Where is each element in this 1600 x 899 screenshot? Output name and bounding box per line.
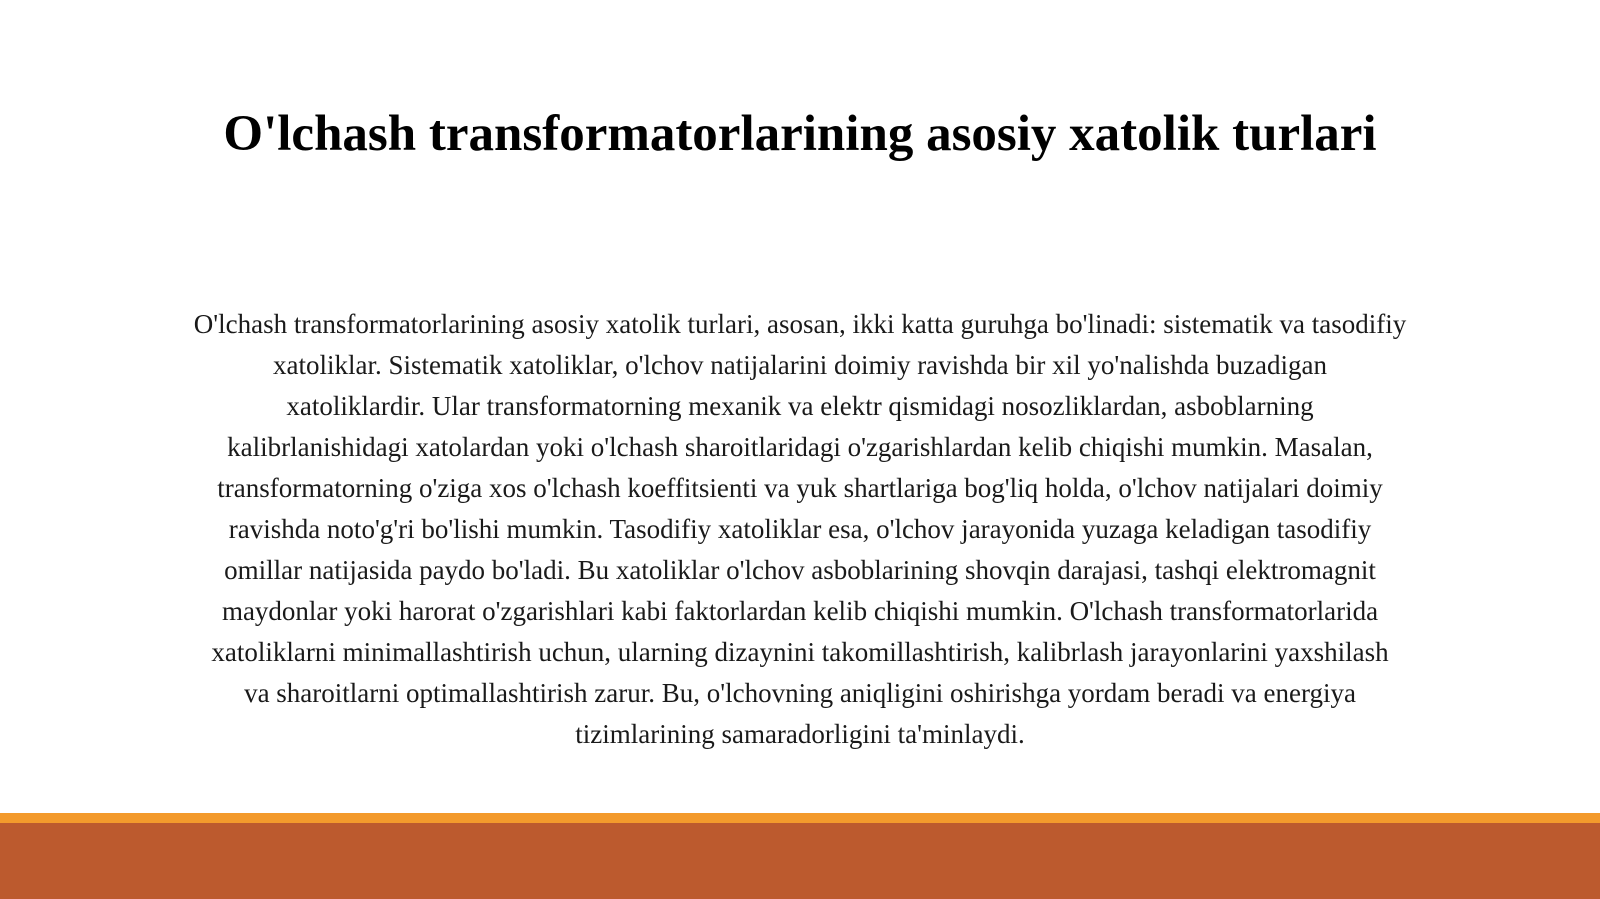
body-line: maydonlar yoki harorat o'zgarishlari kabi faktorlardan kelib chiqishi mumkin. O'lchash transformatorlarida (221, 596, 1379, 626)
body-line: O'lchash transformatorlarining asosiy xatolik turlari, asosan, ikki katta guruhga bo'linadi: sistematik va tasodifiy (193, 309, 1407, 339)
body-line: va sharoitlarni optimallashtirish zarur. Bu, o'lchovning aniqligini oshirishga yordam beradi va energiya (244, 678, 1356, 708)
body-line: ravishda noto'g'ri bo'lishi mumkin. Tasodifiy xatoliklar esa, o'lchov jarayonida yuzaga keladigan tasodifiy (228, 514, 1372, 544)
footer-bar (0, 823, 1600, 899)
footer-accent-stripe (0, 813, 1600, 823)
body-line: transformatorning o'ziga xos o'lchash koeffitsienti va yuk shartlariga bog'liq holda, o'lchov natijalari doimiy (217, 473, 1383, 503)
body-line: xatoliklar. Sistematik xatoliklar, o'lchov natijalarini doimiy ravishda bir xil yo'nalishda buzadigan (273, 350, 1327, 380)
slide-title: O'lchash transformatorlarining asosiy xatolik turlari (223, 106, 1377, 162)
body-line: kalibrlanishidagi xatolardan yoki o'lchash sharoitlaridagi o'zgarishlardan kelib chiqishi mumkin. Masalan, (227, 432, 1373, 462)
body-line: xatoliklarni minimallashtirish uchun, ularning dizaynini takomillashtirish, kalibrlash jarayonlarini yaxshilash (211, 637, 1389, 667)
body-line: xatoliklardir. Ular transformatorning mexanik va elektr qismidagi nosozliklardan, asboblarning (286, 391, 1314, 421)
slide-body (110, 304, 1490, 755)
body-line: tizimlarining samaradorligini ta'minlaydi. (575, 719, 1025, 749)
body-line: omillar natijasida paydo bo'ladi. Bu xatoliklar o'lchov asboblarining shovqin darajasi, tashqi elektromagnit (224, 555, 1376, 585)
